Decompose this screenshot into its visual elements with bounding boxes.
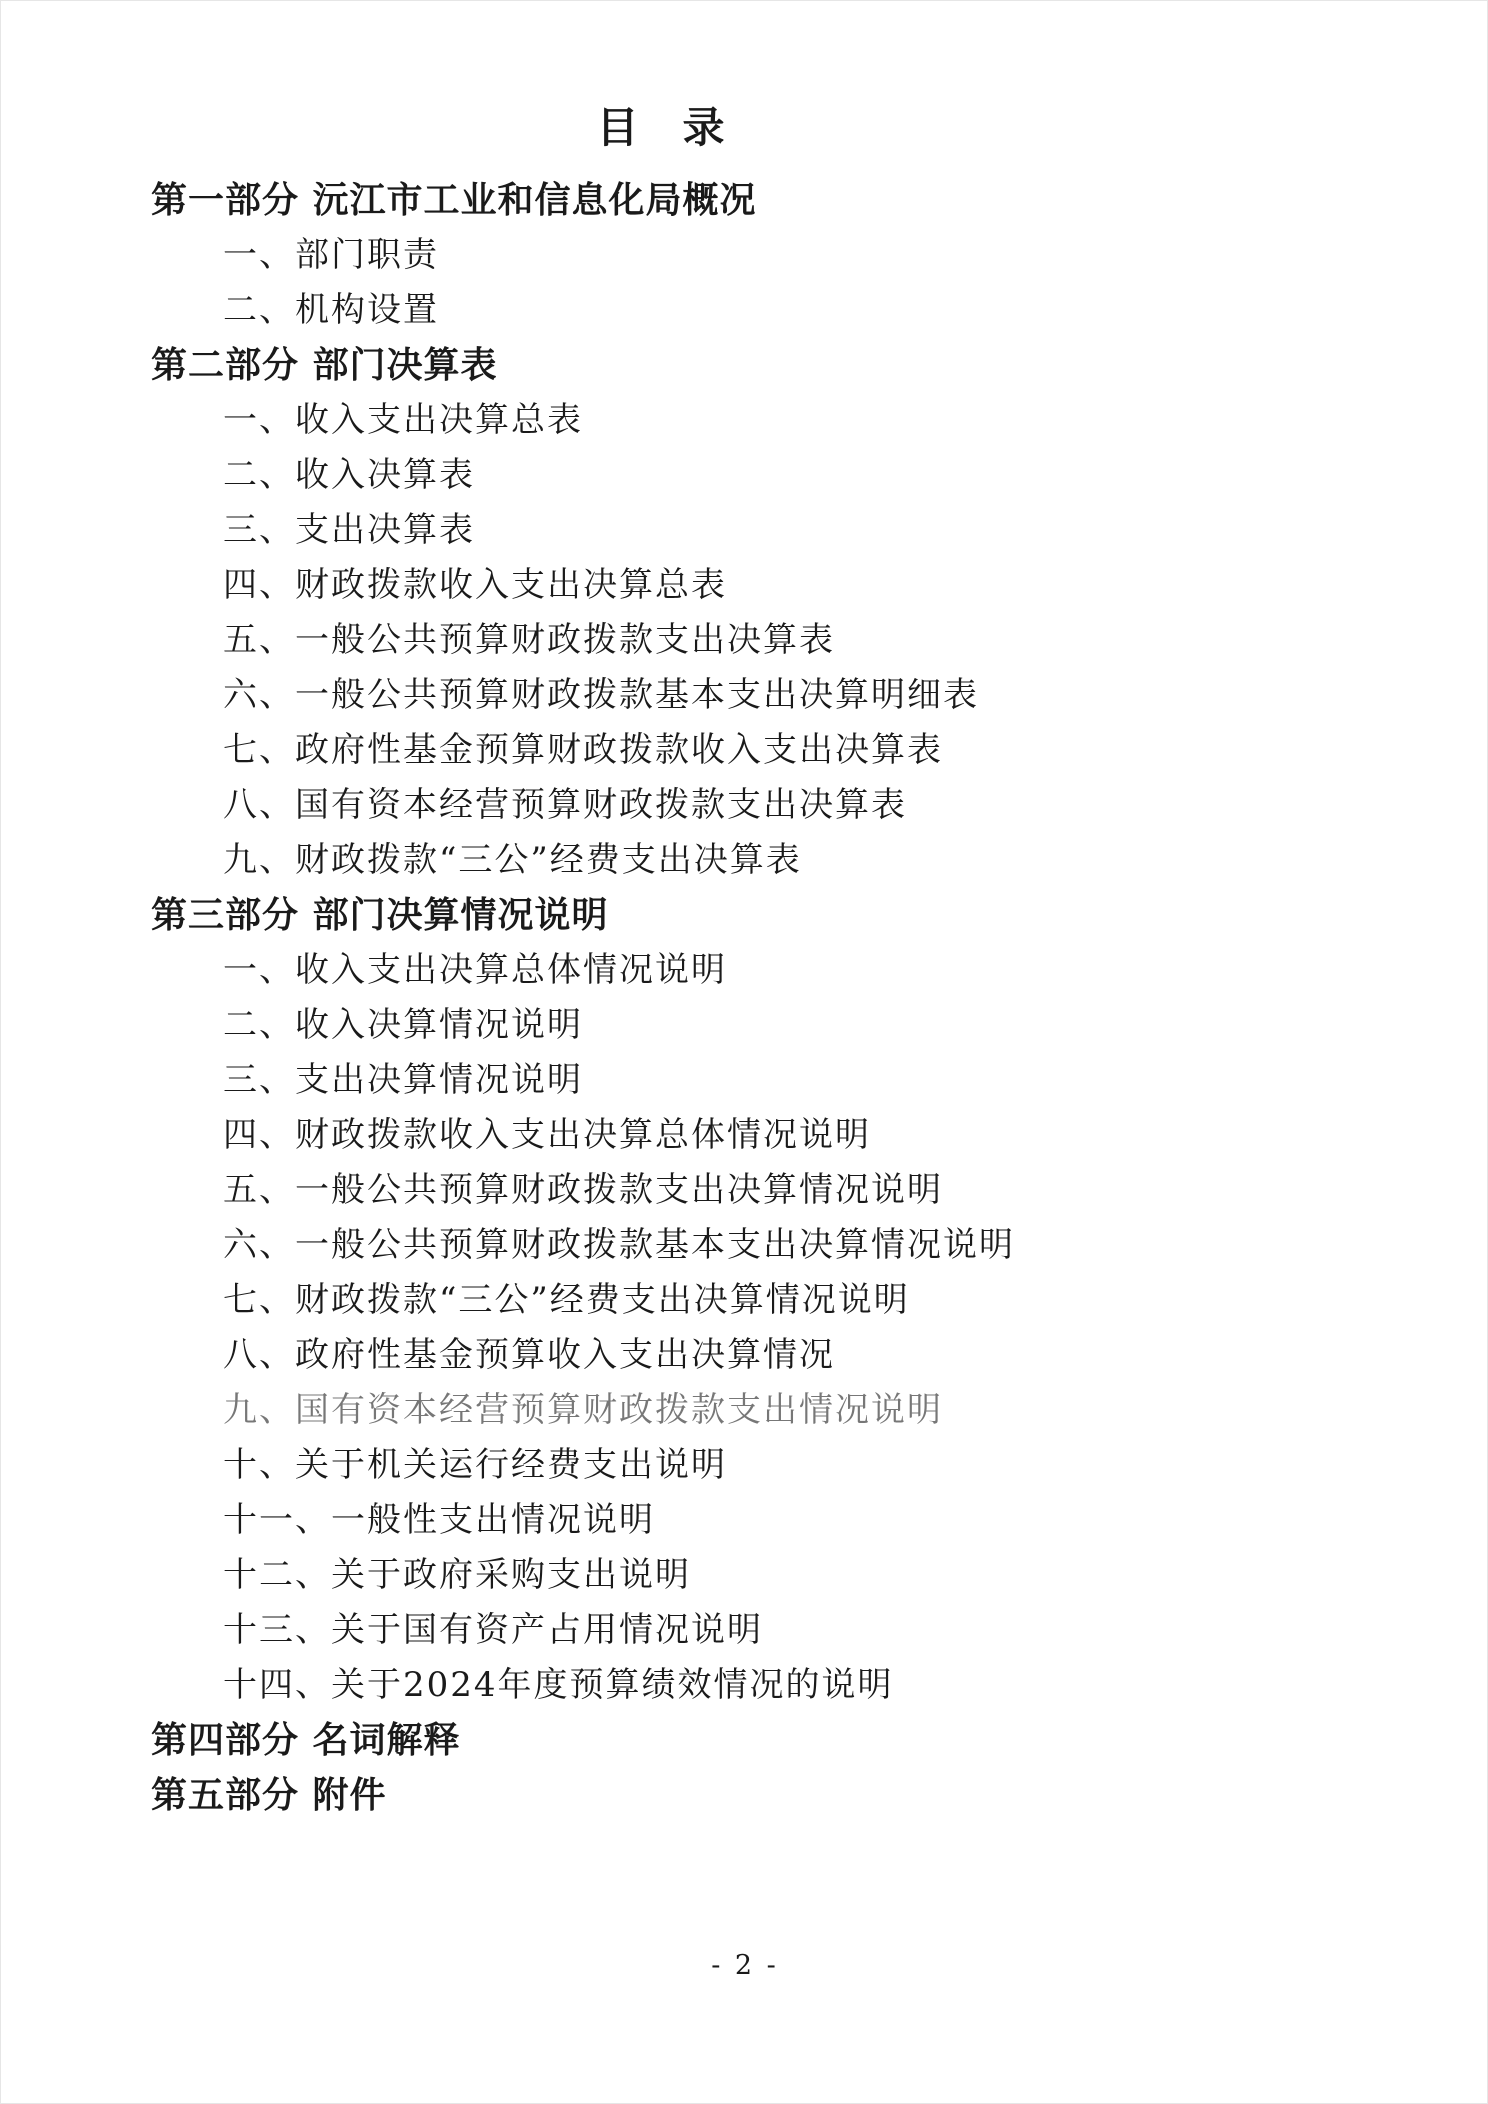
toc-section bbox=[151, 338, 1339, 888]
toc-item: 十、关于机关运行经费支出说明 bbox=[223, 1445, 727, 1485]
toc-item: 九、财政拨款“三公”经费支出决算表 bbox=[223, 840, 802, 880]
toc-item: 八、国有资本经营预算财政拨款支出决算表 bbox=[223, 785, 907, 825]
toc-item: 十二、关于政府采购支出说明 bbox=[223, 1555, 691, 1595]
toc-section bbox=[151, 888, 1339, 1713]
toc-section-heading: 第五部分 附件 bbox=[151, 1774, 387, 1816]
toc-item: 二、机构设置 bbox=[223, 290, 439, 330]
toc-item: 十三、关于国有资产占用情况说明 bbox=[223, 1610, 763, 1650]
toc-item: 六、一般公共预算财政拨款基本支出决算明细表 bbox=[223, 675, 979, 715]
toc-item: 四、财政拨款收入支出决算总体情况说明 bbox=[223, 1115, 871, 1155]
toc-item: 七、财政拨款“三公”经费支出决算情况说明 bbox=[223, 1280, 910, 1320]
toc-item: 七、政府性基金预算财政拨款收入支出决算表 bbox=[223, 730, 943, 770]
toc-item: 十一、一般性支出情况说明 bbox=[223, 1500, 655, 1540]
toc-item: 一、收入支出决算总表 bbox=[223, 400, 583, 440]
toc-item: 一、收入支出决算总体情况说明 bbox=[223, 950, 727, 990]
toc-item: 三、支出决算表 bbox=[223, 510, 475, 550]
toc-item: 一、部门职责 bbox=[223, 235, 439, 275]
toc-section bbox=[151, 1713, 1339, 1768]
toc-section bbox=[151, 1768, 1339, 1823]
toc-item: 六、一般公共预算财政拨款基本支出决算情况说明 bbox=[223, 1225, 1015, 1265]
toc-section-heading: 第一部分 沅江市工业和信息化局概况 bbox=[151, 179, 757, 221]
toc-section-heading: 第四部分 名词解释 bbox=[151, 1719, 461, 1761]
toc-item: 八、政府性基金预算收入支出决算情况 bbox=[223, 1335, 835, 1375]
page-title: 目 录 bbox=[596, 103, 726, 152]
toc-item: 五、一般公共预算财政拨款支出决算表 bbox=[223, 620, 835, 660]
toc bbox=[151, 173, 1339, 1823]
toc-item: 九、国有资本经营预算财政拨款支出情况说明 bbox=[223, 1390, 943, 1430]
toc-section-heading: 第二部分 部门决算表 bbox=[151, 344, 498, 386]
toc-item: 十四、关于2024年度预算绩效情况的说明 bbox=[223, 1665, 894, 1705]
page-number: - 2 - bbox=[711, 1950, 779, 1981]
toc-section bbox=[151, 173, 1339, 338]
toc-item: 二、收入决算情况说明 bbox=[223, 1005, 583, 1045]
toc-item: 二、收入决算表 bbox=[223, 455, 475, 495]
toc-item: 三、支出决算情况说明 bbox=[223, 1060, 583, 1100]
toc-item: 五、一般公共预算财政拨款支出决算情况说明 bbox=[223, 1170, 943, 1210]
toc-item: 四、财政拨款收入支出决算总表 bbox=[223, 565, 727, 605]
toc-section-heading: 第三部分 部门决算情况说明 bbox=[151, 894, 609, 936]
